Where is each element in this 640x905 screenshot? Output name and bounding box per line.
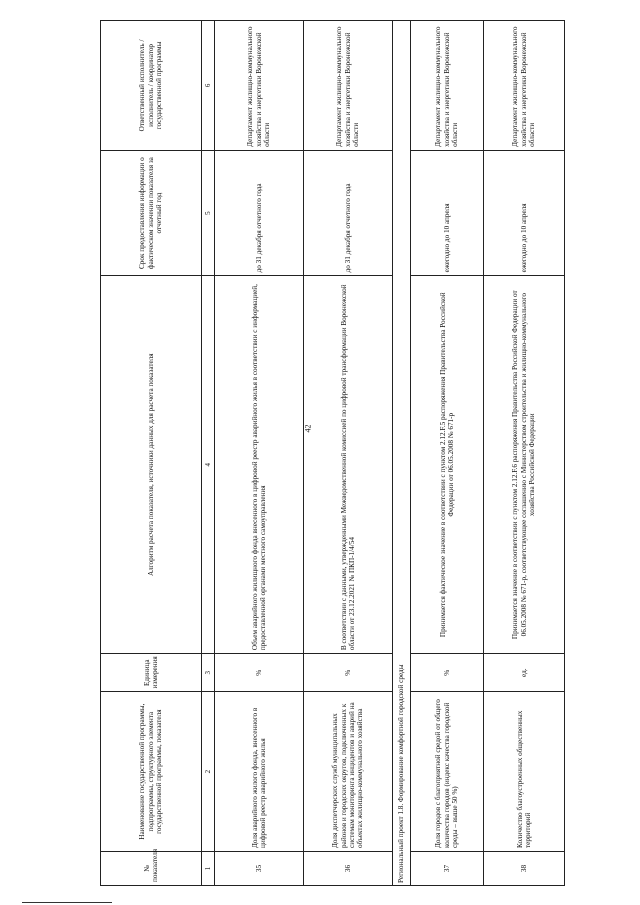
header-unit: Единица измерения xyxy=(101,654,202,692)
unit-cell: % xyxy=(411,654,484,692)
deadline-cell: до 31 декабря отчетного года xyxy=(215,150,304,276)
section-row xyxy=(393,21,411,886)
deadline-cell: ежегодно до 10 апреля xyxy=(484,150,565,276)
column-number: 6 xyxy=(202,21,215,151)
row-number: 38 xyxy=(484,851,565,885)
algorithm-cell: Принимается фактическое значение в соответствии с пунктом 2.12.F.5 распоряжения Правительства Российской Федерации от 06.05.2008 № 671-р xyxy=(411,276,484,654)
table-row xyxy=(411,21,484,886)
column-number: 3 xyxy=(202,654,215,692)
header-responsible: Ответственный исполнитель / исполнитель / координатор государственной программы xyxy=(101,21,202,151)
unit-cell: % xyxy=(304,654,393,692)
table-header-row xyxy=(101,21,202,886)
bottom-margin-line xyxy=(22,902,112,903)
indicator-name: Доля городов с благоприятной средой от общего количества городов (индекс качества городской среды – выше 50 %) xyxy=(411,692,484,852)
responsible-cell: Департамент жилищно-коммунального хозяйства и энергетики Воронежской области xyxy=(215,21,304,151)
row-number: 36 xyxy=(304,851,393,885)
responsible-cell: Департамент жилищно-коммунального хозяйства и энергетики Воронежской области xyxy=(411,21,484,151)
unit-cell: % xyxy=(215,654,304,692)
column-number: 4 xyxy=(202,276,215,654)
indicator-name: Доля диспетчерских служб муниципальных районов и городских округов, подключенных к системам мониторинга инцидентов и аварий на объектах жилищно-коммунального хозяйства xyxy=(304,692,393,852)
row-number: 37 xyxy=(411,851,484,885)
column-number: 1 xyxy=(202,851,215,885)
deadline-cell: до 31 декабря отчетного года xyxy=(304,150,393,276)
table-row xyxy=(215,21,304,886)
indicators-table xyxy=(100,20,565,886)
column-number: 5 xyxy=(202,150,215,276)
responsible-cell: Департамент жилищно-коммунального хозяйства и энергетики Воронежской области xyxy=(484,21,565,151)
table-row xyxy=(484,21,565,886)
column-numbers-row xyxy=(202,21,215,886)
table-row xyxy=(304,21,393,886)
header-indicator-number: № показателя xyxy=(101,851,202,885)
header-program-name: Наименование государственной программы, подпрограммы, структурного элемента государственной программы, показателя xyxy=(101,692,202,852)
row-number: 35 xyxy=(215,851,304,885)
rotated-page-area xyxy=(100,20,627,886)
algorithm-cell: Объем аварийного жилищного фонда внесенного в цифровой реестр аварийного жилья в соответствии с информацией, предоставленной органами местного самоуправления xyxy=(215,276,304,654)
deadline-cell: ежегодно до 10 апреля xyxy=(411,150,484,276)
unit-cell: ед. xyxy=(484,654,565,692)
section-title: Региональный проект 1.8. Формирование комфортной городской среды xyxy=(393,21,411,886)
indicator-name: Количество благоустроенных общественных территорий xyxy=(484,692,565,852)
page-number: 42 xyxy=(303,424,313,433)
algorithm-cell: В соответствии с данными, утвержденными Межведомственной комиссией по цифровой трансформации Воронежской области от 23.12.2021 № ПКП-1/4/54 xyxy=(304,276,393,654)
rotated-table-container xyxy=(100,20,627,886)
header-algorithm: Алгоритм расчета показателя, источники данных для расчета показателя xyxy=(101,276,202,654)
header-deadline: Срок предоставления информации о фактическом значении показателя за отчетный год xyxy=(101,150,202,276)
column-number: 2 xyxy=(202,692,215,852)
responsible-cell: Департамент жилищно-коммунального хозяйства и энергетики Воронежской области xyxy=(304,21,393,151)
indicator-name: Доля аварийного жилого фонда, внесенного в цифровой реестр аварийного жилья xyxy=(215,692,304,852)
algorithm-cell: Принимается значение в соответствии с пунктом 2.12.F.6 распоряжения Правительства Российской Федерации от 06.05.2008 № 671-р, соответствующее соглашению с Министерством строительства и жилищно-коммунального хозяйства Российской Федерации xyxy=(484,276,565,654)
